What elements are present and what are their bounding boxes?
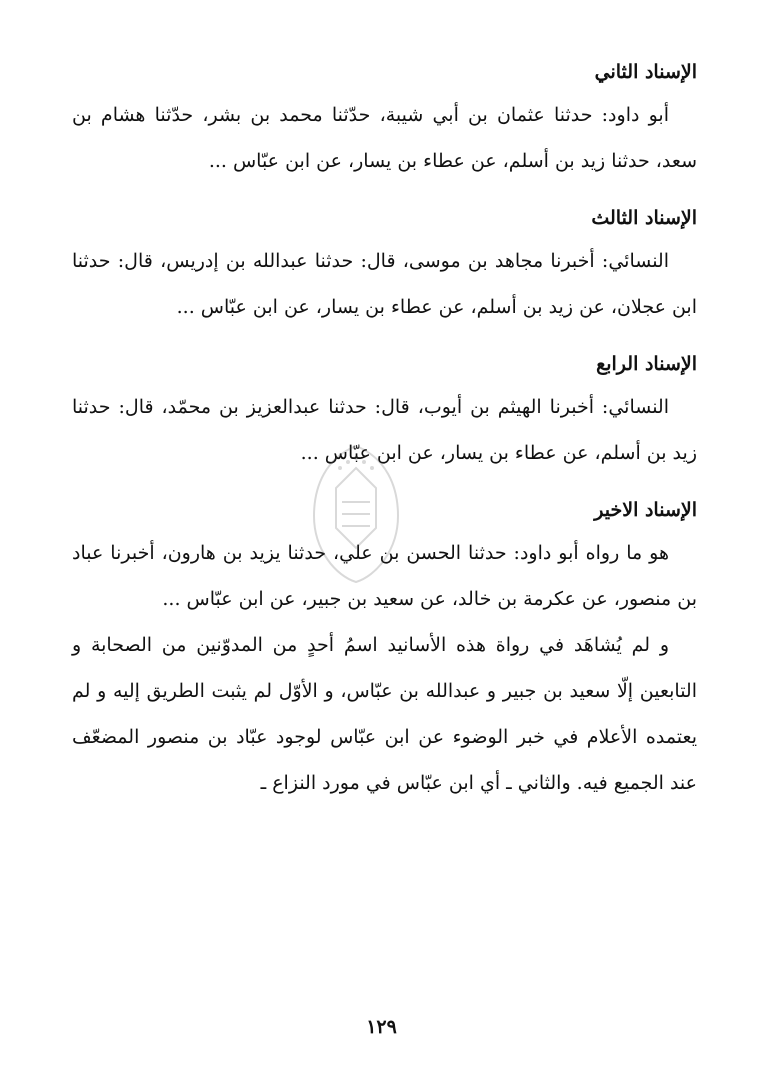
section-heading-second-isnad: الإسناد الثاني [594, 61, 697, 83]
isnad-paragraph: أبو داود: حدثنا عثمان بن أبي شيبة، حدّثنا محمد بن بشر، حدّثنا هشام بن سعد، حدثنا زيد بن أسلم، عن عطاء بن يسار، عن ابن عبّاس ... [72, 104, 697, 172]
isnad-paragraph: النسائي: أخبرنا الهيثم بن أيوب، قال: حدثنا عبدالعزيز بن محمّد، قال: حدثنا زيد بن أسلم، عن عطاء بن يسار، عن ابن عبّاس ... [72, 396, 697, 464]
section-heading-third-isnad: الإسناد الثالث [591, 207, 697, 229]
section-heading-last-isnad: الإسناد الاخير [594, 499, 697, 521]
isnad-paragraph: هو ما رواه أبو داود: حدثنا الحسن بن علي، حدثنا يزيد بن هارون، أخبرنا عباد بن منصور، عن عكرمة بن خالد، عن سعيد بن جبير، عن ابن عبّاس ... [72, 542, 697, 610]
page-number: ١٢٩ [366, 1016, 397, 1038]
page-body [72, 52, 697, 806]
commentary-paragraph: و لم يُشاهَد في رواة هذه الأسانيد اسمُ أحدٍ من المدوّنين من الصحابة و التابعين إلّا سعيد بن جبير و عبدالله بن عبّاس، و الأوّل لم يثبت الطريق إليه و لم يعتمده الأعلام في خبر الوضوء عن ابن عبّاس لوجود عبّاد بن منصور المضعّف عند الجميع فيه. والثاني ـ أي ابن عبّاس في مورد النزاع ـ [72, 634, 697, 794]
isnad-paragraph: النسائي: أخبرنا مجاهد بن موسى، قال: حدثنا عبدالله بن إدريس، قال: حدثنا ابن عجلان، عن زيد بن أسلم، عن عطاء بن يسار، عن ابن عبّاس ... [72, 250, 697, 318]
section-heading-fourth-isnad: الإسناد الرابع [596, 353, 697, 375]
